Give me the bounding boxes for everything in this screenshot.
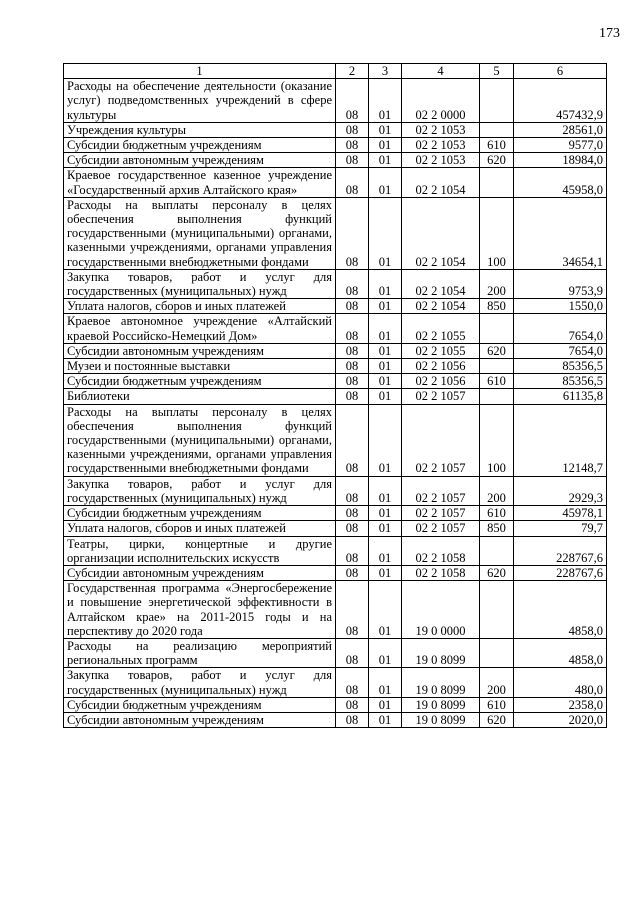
table-row xyxy=(64,668,607,697)
expense-type-cell xyxy=(480,168,514,197)
expense-type-cell: 850 xyxy=(480,299,514,314)
expense-type-cell: 200 xyxy=(480,668,514,697)
amount-cell: 85356,5 xyxy=(514,359,607,374)
subsection-cell: 01 xyxy=(369,638,402,667)
expense-name-cell: Государственная программа «Энергосбережение и повышение энергетической эффективности в Алтайском крае» на 2011-2015 годы и на перспективу до 2020 года xyxy=(64,581,336,639)
header-cell-5: 5 xyxy=(480,64,514,79)
expense-name-cell: Театры, цирки, концертные и другие организации исполнительских искусств xyxy=(64,536,336,565)
target-article-cell: 02 2 1054 xyxy=(402,168,480,197)
table-row xyxy=(64,359,607,374)
expense-name-cell: Краевое государственное казенное учреждение «Государственный архив Алтайского края» xyxy=(64,168,336,197)
amount-cell: 61135,8 xyxy=(514,389,607,404)
subsection-cell: 01 xyxy=(369,153,402,168)
expense-type-cell xyxy=(480,314,514,343)
table-row xyxy=(64,506,607,521)
section-cell: 08 xyxy=(336,314,369,343)
target-article-cell: 02 2 1053 xyxy=(402,138,480,153)
subsection-cell: 01 xyxy=(369,404,402,476)
header-cell-2: 2 xyxy=(336,64,369,79)
target-article-cell: 02 2 1057 xyxy=(402,389,480,404)
section-cell: 08 xyxy=(336,153,369,168)
amount-cell: 1550,0 xyxy=(514,299,607,314)
expense-name-cell: Субсидии автономным учреждениям xyxy=(64,343,336,358)
amount-cell: 34654,1 xyxy=(514,197,607,269)
subsection-cell: 01 xyxy=(369,374,402,389)
expense-type-cell xyxy=(480,79,514,123)
expense-name-cell: Субсидии бюджетным учреждениям xyxy=(64,506,336,521)
expense-name-cell: Музеи и постоянные выставки xyxy=(64,359,336,374)
amount-cell: 480,0 xyxy=(514,668,607,697)
header-row xyxy=(64,64,607,79)
section-cell: 08 xyxy=(336,638,369,667)
section-cell: 08 xyxy=(336,521,369,536)
header-cell-4: 4 xyxy=(402,64,480,79)
section-cell: 08 xyxy=(336,168,369,197)
expense-type-cell: 100 xyxy=(480,197,514,269)
amount-cell: 7654,0 xyxy=(514,343,607,358)
expense-type-cell: 610 xyxy=(480,374,514,389)
subsection-cell: 01 xyxy=(369,299,402,314)
expense-type-cell xyxy=(480,581,514,639)
expense-type-cell: 620 xyxy=(480,565,514,580)
section-cell: 08 xyxy=(336,122,369,137)
target-article-cell: 02 2 1057 xyxy=(402,521,480,536)
subsection-cell: 01 xyxy=(369,476,402,505)
header-cell-1: 1 xyxy=(64,64,336,79)
table-row xyxy=(64,536,607,565)
target-article-cell: 02 2 1056 xyxy=(402,359,480,374)
target-article-cell: 02 2 1057 xyxy=(402,476,480,505)
expense-name-cell: Закупка товаров, работ и услуг для государственных (муниципальных) нужд xyxy=(64,476,336,505)
table-row xyxy=(64,314,607,343)
expense-type-cell xyxy=(480,638,514,667)
expense-type-cell xyxy=(480,389,514,404)
section-cell: 08 xyxy=(336,389,369,404)
expense-type-cell xyxy=(480,359,514,374)
expense-name-cell: Расходы на реализацию мероприятий региональных программ xyxy=(64,638,336,667)
section-cell: 08 xyxy=(336,197,369,269)
section-cell: 08 xyxy=(336,506,369,521)
target-article-cell: 02 2 1055 xyxy=(402,314,480,343)
subsection-cell: 01 xyxy=(369,314,402,343)
target-article-cell: 19 0 8099 xyxy=(402,697,480,712)
table-row xyxy=(64,374,607,389)
amount-cell: 2358,0 xyxy=(514,697,607,712)
subsection-cell: 01 xyxy=(369,269,402,298)
amount-cell: 85356,5 xyxy=(514,374,607,389)
amount-cell: 2929,3 xyxy=(514,476,607,505)
amount-cell: 28561,0 xyxy=(514,122,607,137)
amount-cell: 45958,0 xyxy=(514,168,607,197)
table-row xyxy=(64,521,607,536)
amount-cell: 457432,9 xyxy=(514,79,607,123)
amount-cell: 4858,0 xyxy=(514,638,607,667)
table-row xyxy=(64,138,607,153)
expense-name-cell: Субсидии автономным учреждениям xyxy=(64,712,336,727)
expense-name-cell: Уплата налогов, сборов и иных платежей xyxy=(64,521,336,536)
table-row xyxy=(64,299,607,314)
target-article-cell: 02 2 1058 xyxy=(402,565,480,580)
subsection-cell: 01 xyxy=(369,389,402,404)
subsection-cell: 01 xyxy=(369,697,402,712)
expense-name-cell: Расходы на обеспечение деятельности (оказание услуг) подведомственных учреждений в сфере культуры xyxy=(64,79,336,123)
amount-cell: 9753,9 xyxy=(514,269,607,298)
subsection-cell: 01 xyxy=(369,506,402,521)
section-cell: 08 xyxy=(336,536,369,565)
table-row xyxy=(64,638,607,667)
subsection-cell: 01 xyxy=(369,79,402,123)
target-article-cell: 02 2 1053 xyxy=(402,153,480,168)
target-article-cell: 19 0 8099 xyxy=(402,712,480,727)
amount-cell: 228767,6 xyxy=(514,565,607,580)
section-cell: 08 xyxy=(336,697,369,712)
table-row xyxy=(64,79,607,123)
target-article-cell: 02 2 1058 xyxy=(402,536,480,565)
target-article-cell: 19 0 0000 xyxy=(402,581,480,639)
amount-cell: 4858,0 xyxy=(514,581,607,639)
target-article-cell: 02 2 1057 xyxy=(402,404,480,476)
table-row xyxy=(64,697,607,712)
section-cell: 08 xyxy=(336,476,369,505)
expense-name-cell: Краевое автономное учреждение «Алтайский краевой Российско-Немецкий Дом» xyxy=(64,314,336,343)
expense-type-cell: 610 xyxy=(480,138,514,153)
table-row xyxy=(64,389,607,404)
section-cell: 08 xyxy=(336,269,369,298)
expense-name-cell: Расходы на выплаты персоналу в целях обеспечения выполнения функций государственными (муниципальными) органами, казенными учреждениями, органами управления государственными внебюджетными фондами xyxy=(64,197,336,269)
target-article-cell: 02 2 1056 xyxy=(402,374,480,389)
subsection-cell: 01 xyxy=(369,521,402,536)
subsection-cell: 01 xyxy=(369,197,402,269)
section-cell: 08 xyxy=(336,712,369,727)
section-cell: 08 xyxy=(336,404,369,476)
subsection-cell: 01 xyxy=(369,712,402,727)
target-article-cell: 02 2 1053 xyxy=(402,122,480,137)
table-row xyxy=(64,197,607,269)
amount-cell: 7654,0 xyxy=(514,314,607,343)
table-row xyxy=(64,404,607,476)
expense-type-cell: 850 xyxy=(480,521,514,536)
expense-name-cell: Уплата налогов, сборов и иных платежей xyxy=(64,299,336,314)
amount-cell: 79,7 xyxy=(514,521,607,536)
target-article-cell: 02 2 0000 xyxy=(402,79,480,123)
expense-type-cell: 610 xyxy=(480,697,514,712)
table-row xyxy=(64,343,607,358)
subsection-cell: 01 xyxy=(369,343,402,358)
expense-type-cell xyxy=(480,536,514,565)
amount-cell: 12148,7 xyxy=(514,404,607,476)
expense-type-cell: 100 xyxy=(480,404,514,476)
subsection-cell: 01 xyxy=(369,122,402,137)
expense-type-cell: 610 xyxy=(480,506,514,521)
expense-type-cell: 620 xyxy=(480,712,514,727)
target-article-cell: 02 2 1055 xyxy=(402,343,480,358)
table-row xyxy=(64,476,607,505)
expense-name-cell: Закупка товаров, работ и услуг для государственных (муниципальных) нужд xyxy=(64,269,336,298)
section-cell: 08 xyxy=(336,359,369,374)
subsection-cell: 01 xyxy=(369,138,402,153)
page-number: 173 xyxy=(599,26,620,41)
amount-cell: 18984,0 xyxy=(514,153,607,168)
table-row xyxy=(64,269,607,298)
section-cell: 08 xyxy=(336,79,369,123)
header-cell-6: 6 xyxy=(514,64,607,79)
expense-name-cell: Субсидии автономным учреждениям xyxy=(64,565,336,580)
amount-cell: 2020,0 xyxy=(514,712,607,727)
section-cell: 08 xyxy=(336,299,369,314)
expense-name-cell: Субсидии бюджетным учреждениям xyxy=(64,374,336,389)
subsection-cell: 01 xyxy=(369,668,402,697)
subsection-cell: 01 xyxy=(369,359,402,374)
target-article-cell: 19 0 8099 xyxy=(402,668,480,697)
section-cell: 08 xyxy=(336,565,369,580)
expense-name-cell: Субсидии бюджетным учреждениям xyxy=(64,697,336,712)
section-cell: 08 xyxy=(336,343,369,358)
section-cell: 08 xyxy=(336,668,369,697)
subsection-cell: 01 xyxy=(369,581,402,639)
expense-type-cell: 200 xyxy=(480,476,514,505)
expense-name-cell: Субсидии бюджетным учреждениям xyxy=(64,138,336,153)
expense-type-cell: 620 xyxy=(480,343,514,358)
expense-type-cell: 200 xyxy=(480,269,514,298)
target-article-cell: 19 0 8099 xyxy=(402,638,480,667)
table-row xyxy=(64,168,607,197)
expense-name-cell: Субсидии автономным учреждениям xyxy=(64,153,336,168)
subsection-cell: 01 xyxy=(369,168,402,197)
expense-name-cell: Расходы на выплаты персоналу в целях обеспечения выполнения функций государственными (муниципальными) органами, казенными учреждениями, органами управления государственными внебюджетными фондами xyxy=(64,404,336,476)
expense-type-cell xyxy=(480,122,514,137)
subsection-cell: 01 xyxy=(369,536,402,565)
expense-name-cell: Библиотеки xyxy=(64,389,336,404)
amount-cell: 45978,1 xyxy=(514,506,607,521)
table-row xyxy=(64,565,607,580)
subsection-cell: 01 xyxy=(369,565,402,580)
section-cell: 08 xyxy=(336,581,369,639)
budget-table xyxy=(63,63,607,728)
table-row xyxy=(64,122,607,137)
table-row xyxy=(64,153,607,168)
target-article-cell: 02 2 1057 xyxy=(402,506,480,521)
target-article-cell: 02 2 1054 xyxy=(402,197,480,269)
header-cell-3: 3 xyxy=(369,64,402,79)
target-article-cell: 02 2 1054 xyxy=(402,269,480,298)
table-row xyxy=(64,581,607,639)
expense-name-cell: Закупка товаров, работ и услуг для государственных (муниципальных) нужд xyxy=(64,668,336,697)
target-article-cell: 02 2 1054 xyxy=(402,299,480,314)
table-row xyxy=(64,712,607,727)
section-cell: 08 xyxy=(336,374,369,389)
expense-name-cell: Учреждения культуры xyxy=(64,122,336,137)
expense-type-cell: 620 xyxy=(480,153,514,168)
amount-cell: 228767,6 xyxy=(514,536,607,565)
amount-cell: 9577,0 xyxy=(514,138,607,153)
section-cell: 08 xyxy=(336,138,369,153)
